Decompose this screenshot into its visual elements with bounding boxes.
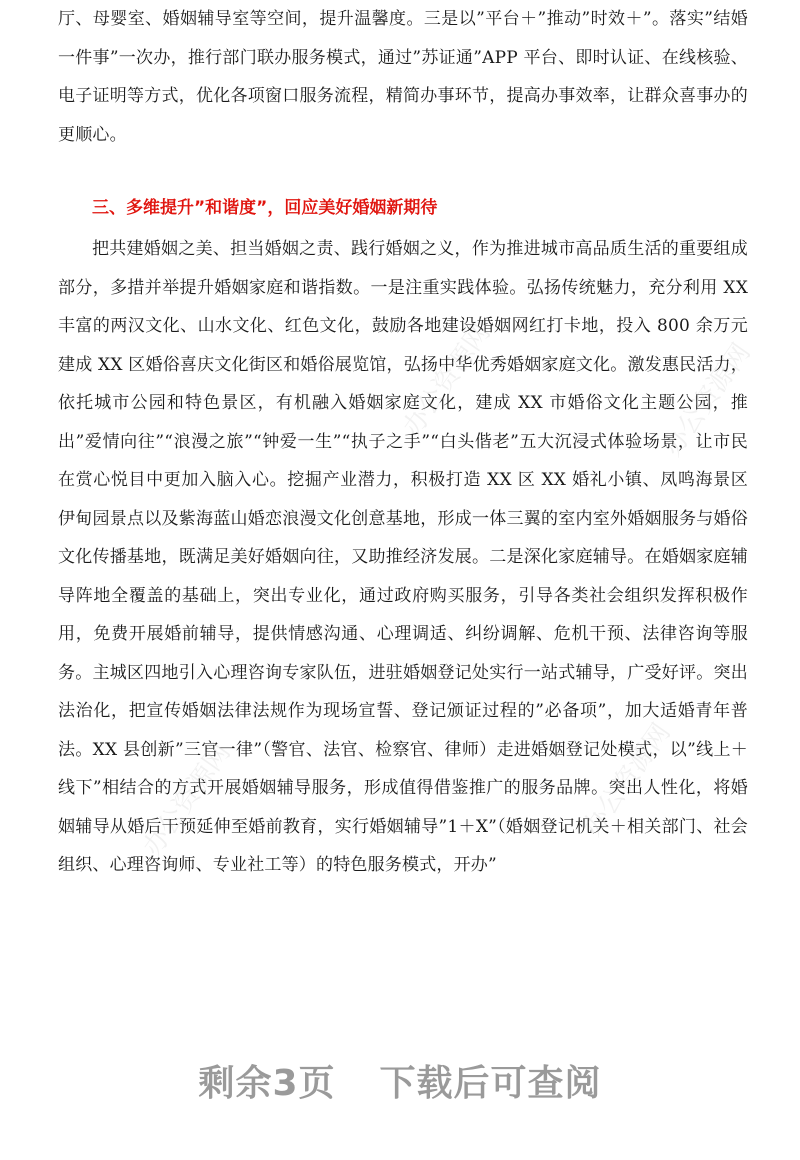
- watermark-logo: 办公资源网: [397, 318, 497, 442]
- watermark-logo: 办公资源网: [577, 718, 677, 842]
- remaining-pages-label: 剩余3页: [198, 1063, 336, 1104]
- download-banner[interactable]: [0, 1055, 800, 1106]
- section-heading: 三、多维提升”和谐度”，回应美好婚姻新期待: [92, 198, 438, 218]
- download-prompt-label: 下载后可查阅: [379, 1063, 602, 1104]
- watermark-logo: 办公资源网: [657, 338, 757, 462]
- paragraph-body: 把共建婚姻之美、担当婚姻之责、践行婚姻之义，作为推进城市高品质生活的重要组成部分，多措并举提升婚姻家庭和谐指数。一是注重实践体验。弘扬传统魅力，充分利用 XX 丰富的两汉文化、山水文化、红色文化，鼓励各地建设婚姻网红打卡地，投入 800 余万元建成 XX 区婚俗喜庆文化街区和婚俗展览馆，弘扬中华优秀婚姻家庭文化。激发惠民活力，依托城市公园和特色景区，有机融入婚姻家庭文化，建成 XX 市婚俗文化主题公园，推出”爱情向往”“浪漫之旅”“钟爱一生”“执子之手”“白头偕老”五大沉浸式体验场景，让市民在赏心悦目中更加入脑入心。挖掘产业潜力，积极打造 XX 区 XX 婚礼小镇、凤鸣海景区伊甸园景点以及紫海蓝山婚恋浪漫文化创意基地，形成一体三翼的室内室外婚姻服务与婚俗文化传播基地，既满足美好婚姻向往，又助推经济发展。二是深化家庭辅导。在婚姻家庭辅导阵地全覆盖的基础上，突出专业化，通过政府购买服务，引导各类社会组织发挥积极作用，免费开展婚前辅导，提供情感沟通、心理调适、纠纷调解、危机干预、法律咨询等服务。主城区四地引入心理咨询专家队伍，进驻婚姻登记处实行一站式辅导，广受好评。突出法治化，把宣传婚姻法律法规作为现场宣誓、登记颁证过程的”必备项”，加大适婚青年普法。XX 县创新”三官一律”（警官、法官、检察官、律师）走进婚姻登记处模式，以”线上＋线下”相结合的方式开展婚姻辅导服务，形成值得借鉴推广的服务品牌。突出人性化，将婚姻辅导从婚后干预延伸至婚前教育，实行婚姻辅导”1＋X”（婚姻登记机关＋相关部门、社会组织、心理咨询师、专业社工等）的特色服务模式，开办”: [58, 239, 748, 875]
- paragraph-continued: 厅、母婴室、婚姻辅导室等空间，提升温馨度。三是以”平台＋”推动”时效＋”。落实”结婚一件事”一次办，推行部门联办服务模式，通过”苏证通”APP 平台、即时认证、在线核验、电子证明等方式，优化各项窗口服务流程，精简办事环节，提高办事效率，让群众喜事办的更顺心。: [58, 9, 748, 145]
- watermark-logo: 办公资源网: [137, 738, 237, 862]
